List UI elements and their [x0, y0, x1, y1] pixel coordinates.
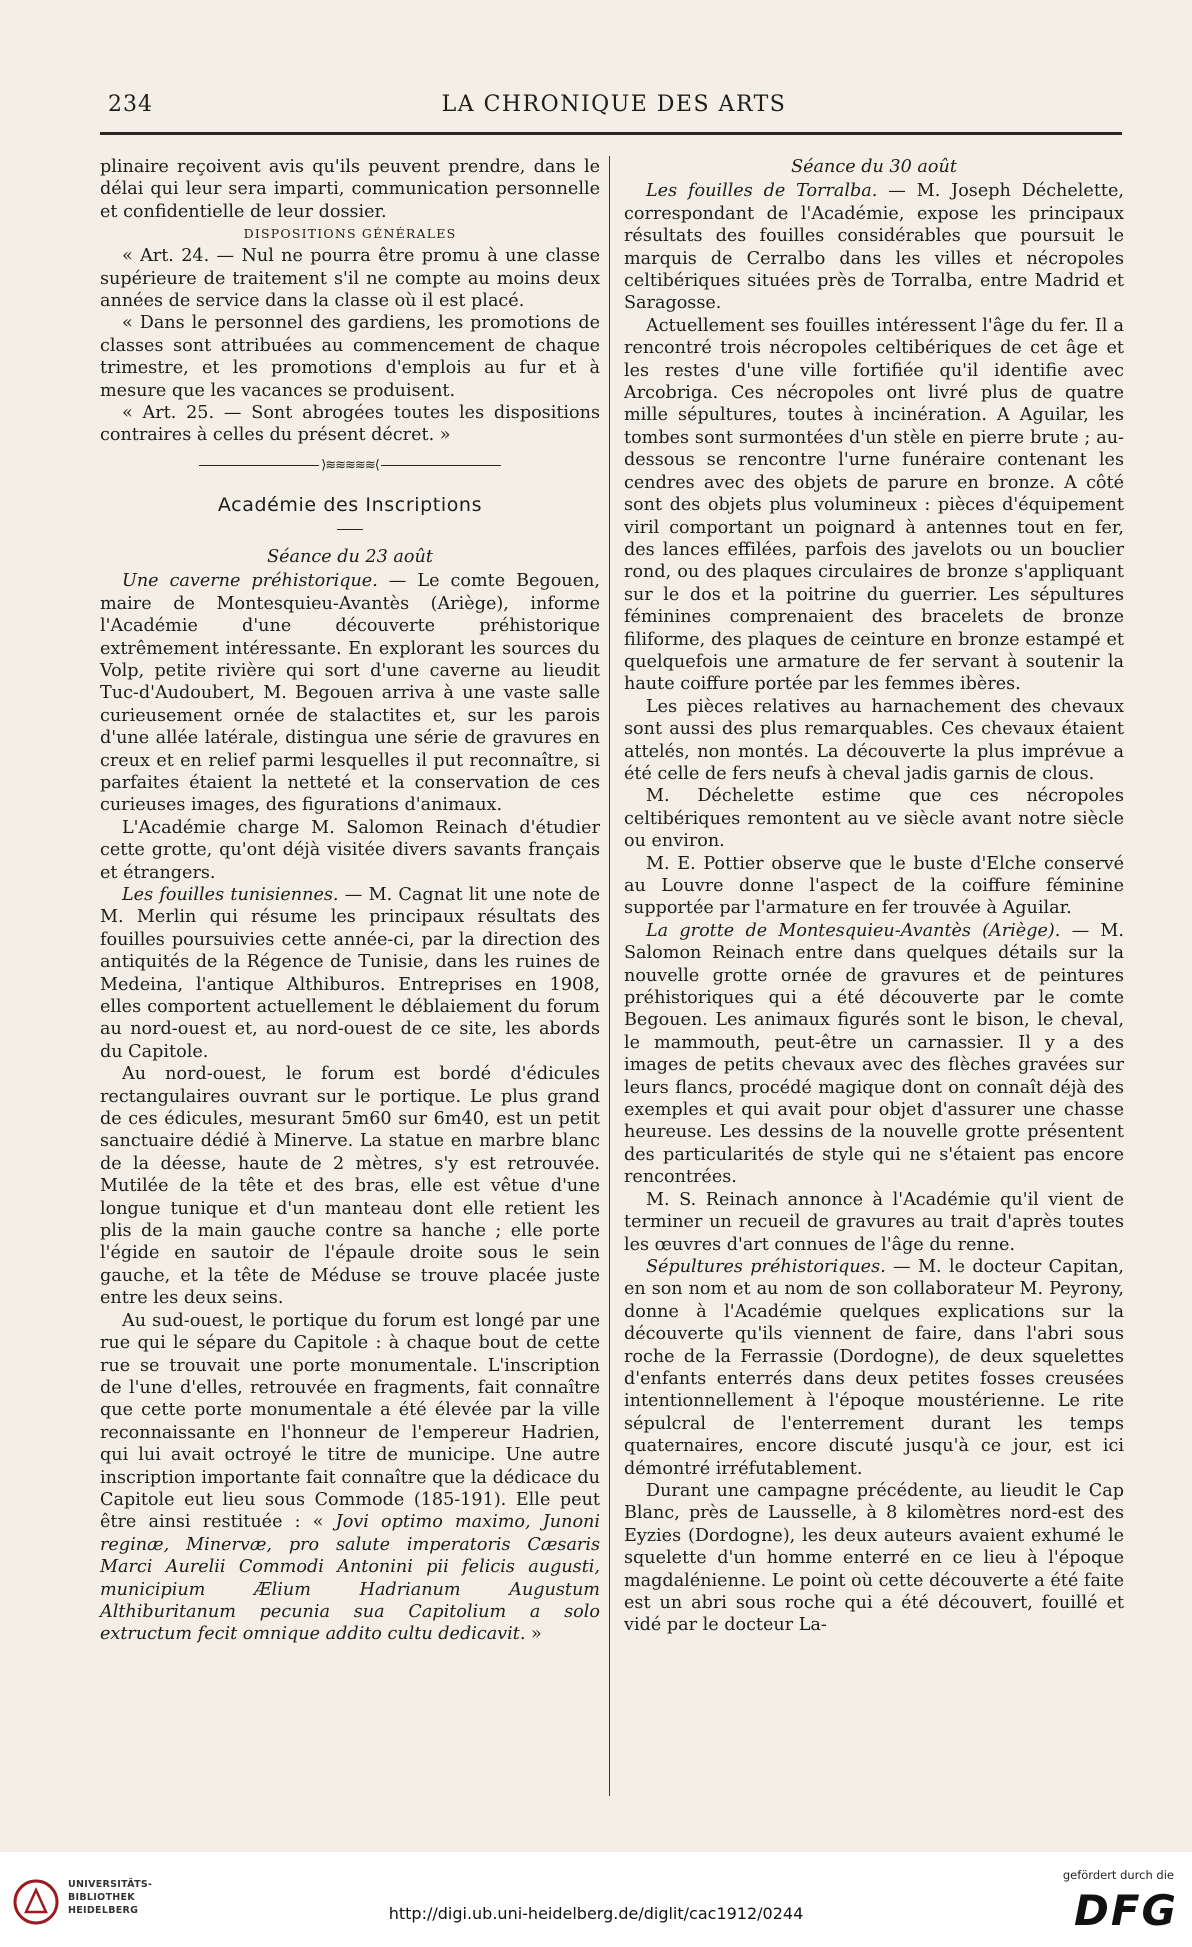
paragraph: M. E. Pottier observe que le buste d'Elche conservé au Louvre donne l'aspect de la coiffure féminine supportée par l'armature en fer trouvée à Aguilar.: [624, 853, 1124, 919]
section-title: Académie des Inscriptions: [217, 493, 483, 516]
paragraph: M. Déchelette estime que ces nécropoles celtibériques remontent au ve siècle avant notre siècle ou environ.: [624, 786, 1124, 852]
paragraph: Les pièces relatives au harnachement des chevaux sont aussi des plus remarquables. Ces chevaux étaient attelés, non montés. La découverte la plus imprévue a été celle de fers neufs à cheval jadis garnis de clous.: [624, 696, 1124, 784]
paragraph: « Art. 25. — Sont abrogées toutes les dispositions contraires à celles du présent décret. »: [100, 403, 600, 446]
session-heading: Séance du 30 août: [791, 157, 957, 177]
rubric: Sépultures préhistoriques.: [646, 1256, 886, 1277]
section-ornament: [100, 451, 600, 481]
paragraph: [624, 920, 1124, 1189]
library-line: HEIDELBERG: [68, 1905, 139, 1916]
column-divider: [609, 156, 610, 1796]
paragraph-text: — Le comte Begouen, maire de Montesquieu-Avantès (Ariège), informe l'Académie d'une découverte préhistorique extrêmement intéressante. En explorant les sources du Volp, petite rivière qui sort d'une caverne au lieudit Tuc-d'Audoubert, M. Begouen arriva à une vaste salle curieusement ornée de stalactites et, sur les parois d'une allée latérale, distingua une série de gravures en creux et en relief parmi lesquelles il put reconnaître, si parfaites étaient la netteté et la conservation de ces curieuses images, des figurations d'animaux.: [100, 571, 600, 816]
paragraph-text: — M. Joseph Déchelette, correspondant de l'Académie, expose les principaux résultats des fouilles considérables que poursuit le marquis de Cerralbo dans les villes et nécropoles celtibériques situées près de Torralba, entre Madrid et Saragosse.: [624, 181, 1124, 314]
rubric: Les fouilles de Torralba.: [646, 181, 878, 202]
paragraph: [100, 570, 600, 816]
paragraph: [624, 1256, 1124, 1480]
running-head: [108, 92, 1120, 132]
library-line: BIBLIOTHEK: [68, 1892, 135, 1903]
header-rule: [100, 132, 1122, 135]
page-number: 234: [108, 92, 153, 117]
paragraph: M. S. Reinach annonce à l'Académie qu'il vient de terminer un recueil de gravures au trait d'après toutes les œuvres d'art connues de l'âge du renne.: [624, 1189, 1124, 1255]
paragraph: Au nord-ouest, le forum est bordé d'édicules rectangulaires ouvrant sur le portique. Le plus grand de ces édicules, mesurant 5m60 sur 6m40, est un petit sanctuaire dédié à Minerve. La statue en marbre blanc de la déesse, haute de 2 mètres, s'y est retrouvée. Mutilée de la tête et des bras, elle est vêtue d'une longue tunique et d'un manteau dont elle retient les plis de la main gauche contre sa hanche ; elle porte l'égide en sautoir de l'épaule droite sous le sein gauche, et la tête de Méduse se trouve placée juste entre les deux seins.: [100, 1064, 600, 1309]
paragraph: Durant une campagne précédente, au lieudit le Cap Blanc, près de Lausselle, à 8 kilomètres nord-est des Eyzies (Dordogne), les deux auteurs avaient exhumé le squelette d'un homme enterré en ce lieu à l'époque magdalénienne. Le point où cette découverte a été faite est un abri sous roche qui a été découvert, fouillé et vidé par le docteur La-: [624, 1480, 1124, 1636]
library-line: UNIVERSITÄTS-: [68, 1879, 153, 1890]
rubric: Une caverne préhistorique.: [122, 571, 378, 592]
short-rule: [337, 529, 363, 530]
dispositions-heading: DISPOSITIONS GÉNÉRALES: [243, 226, 457, 242]
paragraph: L'Académie charge M. Salomon Reinach d'étudier cette grotte, qu'ont déjà visitée divers savants français et étrangers.: [100, 817, 600, 883]
paragraph-text: »: [525, 1624, 542, 1645]
dfg-logo[interactable]: DFG: [1073, 1886, 1178, 1935]
left-column: [100, 156, 600, 1646]
paragraph: Actuellement ses fouilles intéressent l'âge du fer. Il a rencontré trois nécropoles celtibériques de cet âge et les restes d'une ville fortifiée qu'il identifie avec Arcobriga. Ces nécropoles ont livré plus de quatre mille sépultures, toutes à incinération. A Aguilar, les tombes sont surmontées d'un stèle en pierre brute ; au-dessous se rencontre l'urne funéraire contenant les cendres avec des objets de parure en bronze. A côté sont des objets plus volumineux : pièces d'équipement viril comportant un poignard à antennes tout en fer, des lances effilées, parfois des javelots ou un bouclier rond, ou des plaques circulaires de bronze s'appliquant sur le dos et la poitrine du guerrier. Les sépultures féminines comprenaient des bracelets de bronze filiforme, des plaques de ceinture en bronze estampé et quelquefois une armature de fer servant à soutenir la haute coiffure portée par les femmes ibères.: [624, 315, 1124, 695]
paragraph: « Dans le personnel des gardiens, les promotions de classes sont attribuées au commencement de chaque trimestre, et les promotions d'emplois au fur et à mesure que les vacances se produisent.: [100, 313, 600, 401]
rubric: Les fouilles tunisiennes.: [122, 884, 339, 905]
paragraph-text: — M. Salomon Reinach entre dans quelques détails sur la nouvelle grotte ornée de gravures et de peintures préhistoriques qui a été découverte par le comte Begouen. Les animaux figurés sont le bison, le cheval, le mammouth, peut-être un carnassier. Il y a des images de petits chevaux avec des flèches gravées sur leurs flancs, procédé magique dont on connaît déjà des exemples et qui avait pour objet d'assurer une chasse heureuse. Les dessins de la nouvelle grotte présentent des particularités de style qui ne s'étaient pas encore rencontrées.: [624, 920, 1124, 1188]
paragraph: plinaire reçoivent avis qu'ils peuvent prendre, dans le délai qui leur sera imparti, communication personnelle et confidentielle de leur dossier.: [100, 157, 600, 222]
paragraph: [624, 180, 1124, 314]
ornament-flourish: ⟩≋≋≋≋≋⟨: [321, 457, 379, 473]
source-url[interactable]: http://digi.ub.uni-heidelberg.de/diglit/cac1912/0244: [388, 1904, 804, 1923]
journal-title: LA CHRONIQUE DES ARTS: [441, 92, 787, 117]
paragraph-text: Au sud-ouest, le portique du forum est longé par une rue qui le sépare du Capitole : à chaque bout de cette rue se trouvait une porte monumentale. L'inscription de l'une d'elles, retrouvée en fragments, fait connaître que cette porte monumentale a été élevée par la ville reconnaissante en l'honneur de l'empereur Hadrien, qui lui avait octroyé le titre de municipe. Une autre inscription importante fait connaître que la dédicace du Capitole eut lieu sous Commode (185-191). Elle peut être ainsi restituée : «: [100, 1310, 600, 1533]
latin-inscription: Jovi optimo maximo, Junoni reginæ, Minervæ, pro salute imperatoris Cæsaris Marci Aurelii Commodi Antonini pii felicis augusti, municipium Ælium Hadrianum Augustum Althiburitanum pecunia sua Capitolium a solo extructum fecit omnique addito cultu dedicavit.: [100, 1512, 600, 1645]
rubric: La grotte de Montesquieu-Avantès (Ariège).: [646, 920, 1061, 941]
ornament-line: [381, 465, 501, 466]
right-column: [624, 156, 1124, 1637]
ornament-line: [199, 465, 319, 466]
digitization-footer: [0, 1852, 1192, 1947]
paragraph: [100, 884, 600, 1063]
paragraph: « Art. 24. — Nul ne pourra être promu à une classe supérieure de traitement s'il ne compte au moins deux années de service dans la classe où il est placé.: [100, 246, 600, 312]
funded-by-label: gefördert durch die: [1062, 1868, 1174, 1882]
session-heading: Séance du 23 août: [267, 546, 433, 567]
paragraph: [100, 1310, 600, 1646]
paragraph-text: — M. le docteur Capitan, en son nom et au nom de son collaborateur M. Peyrony, donne à l'Académie quelques explications sur la découverte qu'ils viennent de faire, dans l'abri sous roche de la Ferrassie (Dordogne), de deux squelettes d'enfants enterrés dans deux petites fosses creusées intentionnellement à l'époque moustérienne. Le rite sépulcral de l'enterrement durant les temps quaternaires, encore discuté jusqu'à ce jour, est ici démontré irréfutablement.: [624, 1256, 1124, 1479]
paragraph-text: — M. Cagnat lit une note de M. Merlin qui résume les principaux résultats des fouilles poursuivies cette année-ci, par la direction des antiquités de la Régence de Tunisie, dans les ruines de Medeina, l'antique Althiburos. Entreprises en 1908, elles comportent actuellement le déblaiement du forum au nord-ouest et, au nord-ouest de ce site, les abords du Capitole.: [100, 884, 600, 1062]
